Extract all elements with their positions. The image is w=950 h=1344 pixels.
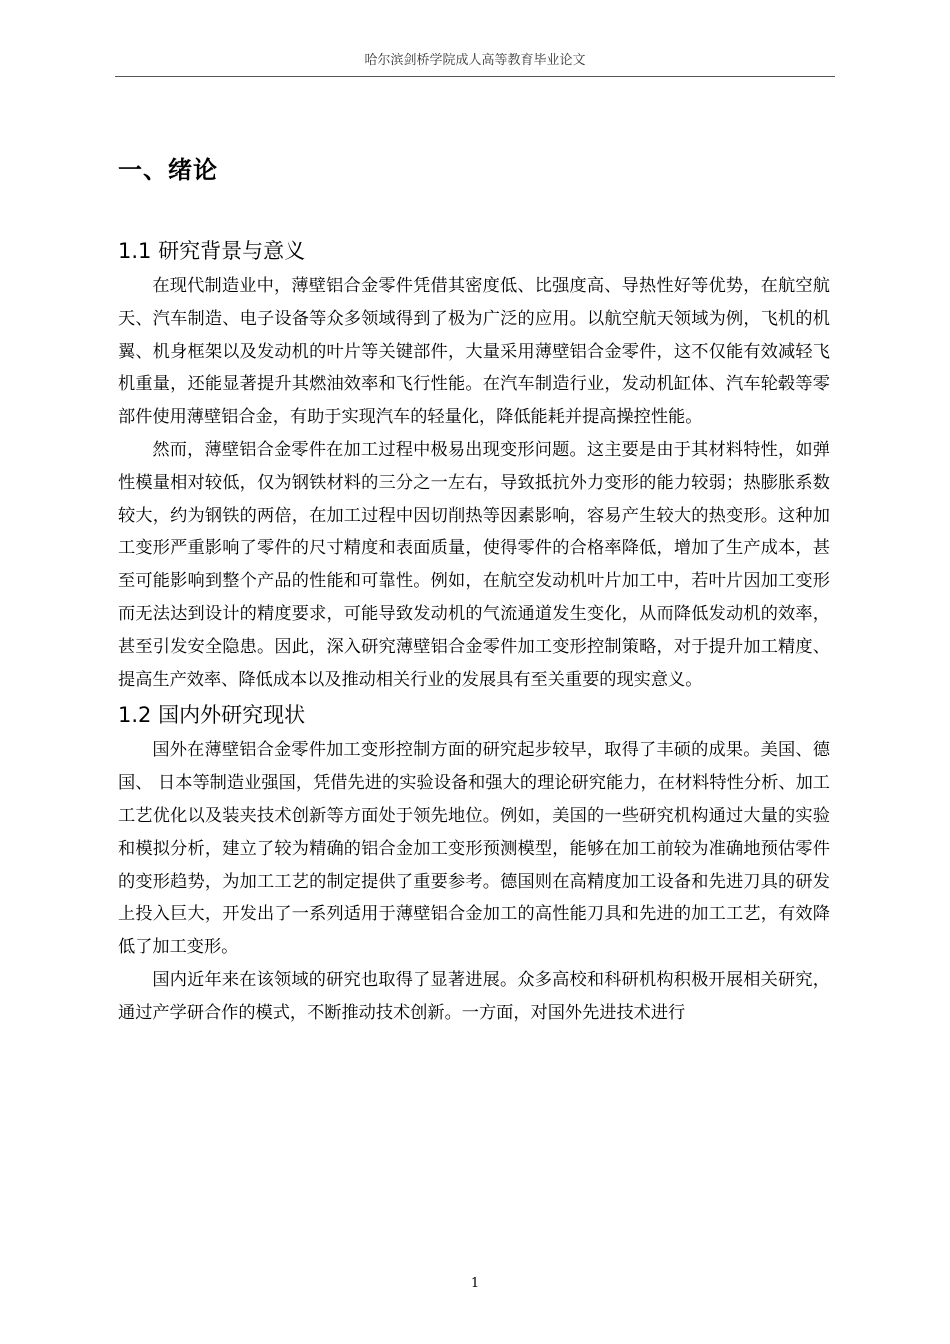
chapter-title: 一、绪论 — [118, 156, 218, 184]
paragraph: 国内近年来在该领域的研究也取得了显著进展。众多高校和科研机构积极开展相关研究，通过产学研合作的模式，不断推动技术创新。一方面，对国外先进技术进行 — [118, 969, 830, 1023]
section-title-1-1: 1.1 研究背景与意义 — [118, 239, 306, 263]
running-header: 哈尔滨剑桥学院成人高等教育毕业论文 — [364, 53, 586, 68]
paragraph: 然而，薄壁铝合金零件在加工过程中极易出现变形问题。这主要是由于其材料特性，如弹性模量相对较低，仅为钢铁材料的三分之一左右，导致抵抗外力变形的能力较弱；热膨胀系数较大，约为钢铁的两倍，在加工过程中因切削热等因素影响，容易产生较大的热变形。这种加工变形严重影响了零件的尺寸精度和表面质量，使得零件的合格率降低，增加了生产成本，甚至可能影响到整个产品的性能和可靠性。例如，在航空发动机叶片加工中，若叶片因加工变形而无法达到设计的精度要求，可能导致发动机的气流通道发生变化，从而降低发动机的效率，甚至引发安全隐患。因此，深入研究薄壁铝合金零件加工变形控制策略，对于提升加工精度、提高生产效率、降低成本以及推动相关行业的发展具有至关重要的现实意义。 — [118, 439, 830, 690]
page-body — [118, 150, 830, 1030]
section-title-1-2: 1.2 国内外研究现状 — [118, 703, 306, 728]
page-number: 1 — [470, 1276, 480, 1291]
paragraph: 国外在薄壁铝合金零件加工变形控制方面的研究起步较早，取得了丰硕的成果。美国、德国、 日本等制造业强国，凭借先进的实验设备和强大的理论研究能力，在材料特性分析、加工工艺优化以及装夹技术创新等方面处于领先地位。例如，美国的一些研究机构通过大量的实验和模拟分析，建立了较为精确的铝合金加工变形预测模型，能够在加工前较为准确地预估零件的变形趋势，为加工工艺的制定提供了重要参考。德国则在高精度加工设备和先进刀具的研发上投入巨大，开发出了一系列适用于薄壁铝合金加工的高性能刀具和先进的加工工艺，有效降低了加工变形。 — [118, 740, 830, 958]
paragraph: 在现代制造业中，薄壁铝合金零件凭借其密度低、比强度高、导热性好等优势，在航空航天、汽车制造、电子设备等众多领域得到了极为广泛的应用。以航空航天领域为例，飞机的机翼、机身框架以及发动机的叶片等关键部件，大量采用薄壁铝合金零件，这不仅能有效减轻飞机重量，还能显著提升其燃油效率和飞行性能。在汽车制造行业，发动机缸体、汽车轮毂等零部件使用薄壁铝合金，有助于实现汽车的轻量化，降低能耗并提高操控性能。 — [118, 276, 830, 428]
header-rule — [115, 76, 835, 77]
